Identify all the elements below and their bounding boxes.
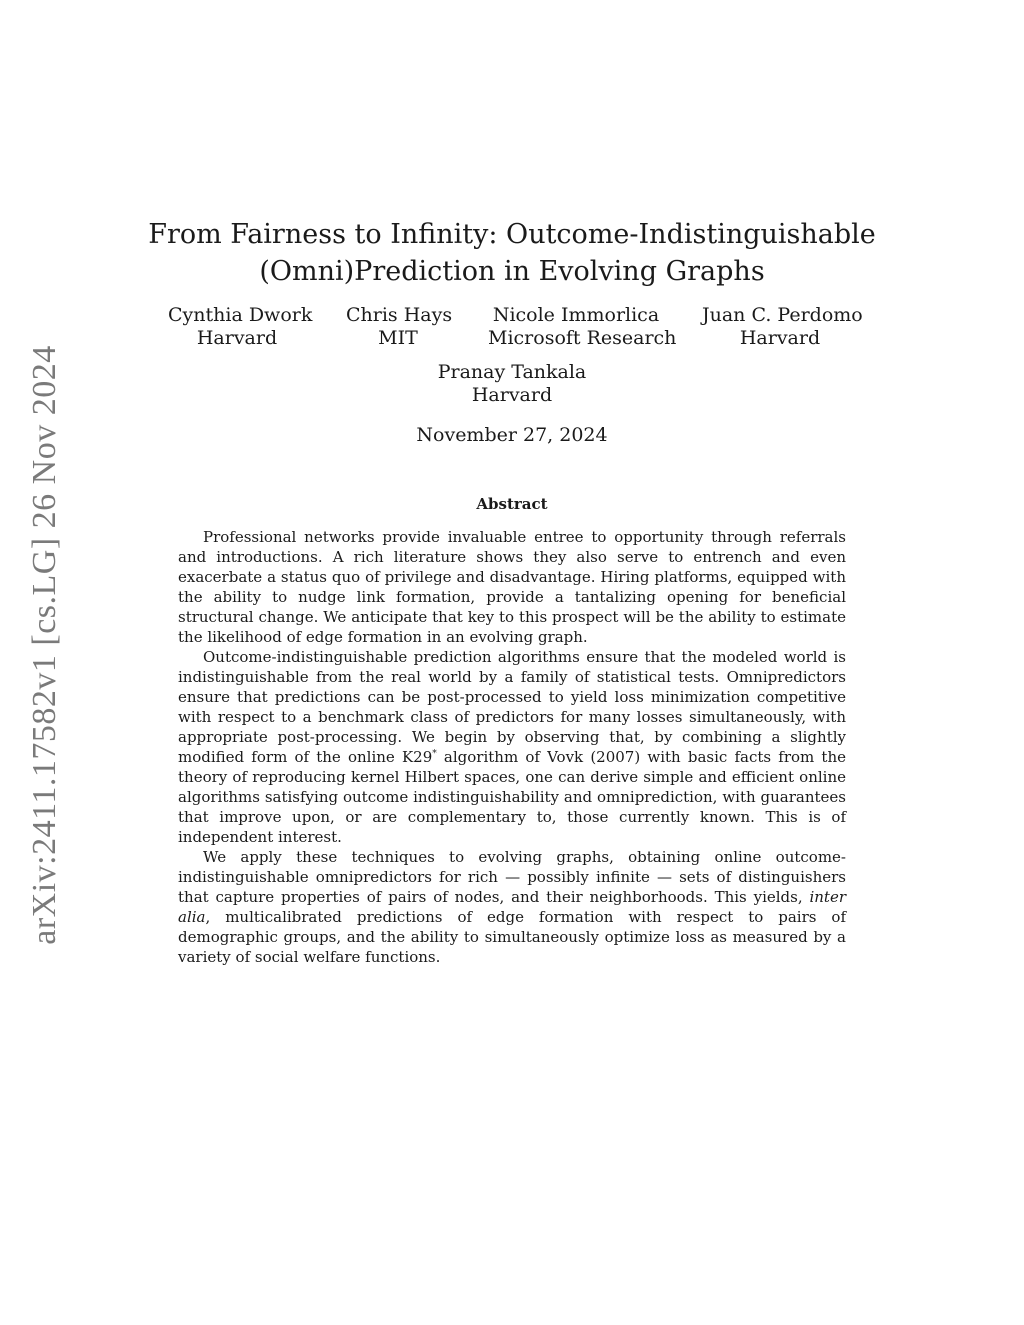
author-block	[346, 304, 453, 350]
author-name: Juan C. Perdomo	[702, 304, 863, 326]
author-affiliation: MIT	[378, 327, 418, 349]
author-affiliation: Harvard	[196, 327, 278, 349]
author-block	[702, 304, 863, 350]
abstract-text: Outcome-indistinguishable prediction algorithms ensure that the modeled world is indistinguishable from the real world by a family of statistical tests. Omnipredictors ensure that predictions can be post-processed to yield loss minimization competitive with respect to a benchmark class of predictors for many losses simultaneously, with appropriate post-processing. We begin by observing that, by combining a slightly modified form of the online K29	[178, 648, 846, 766]
author-affiliation: Harvard	[739, 327, 821, 349]
author-name: Chris Hays	[346, 304, 453, 326]
arxiv-identifier: arXiv:2411.17582v1 [cs.LG] 26 Nov 2024	[26, 345, 63, 945]
abstract-body	[178, 527, 846, 967]
abstract-text: , multicalibrated predictions of edge formation with respect to pairs of demographic groups, and the ability to simultaneously optimize loss as measured by a variety of social welfare functions.	[178, 908, 846, 966]
author-affiliation: Microsoft Research	[488, 327, 677, 349]
abstract-paragraph: Professional networks provide invaluable entree to opportunity through referrals and introductions. A rich literature shows they also serve to entrench and even exacerbate a status quo of privilege and disadvantage. Hiring platforms, equipped with the ability to nudge link formation, provide a tantalizing opening for beneficial structural change. We anticipate that key to this prospect will be the ability to estimate the likelihood of edge formation in an evolving graph.	[178, 528, 846, 646]
abstract-text: algorithm of Vovk (2007) with basic facts from the theory of reproducing kernel Hilbert spaces, one can derive simple and efficient online algorithms satisfying outcome indistinguishability and omniprediction, with guarantees that improve upon, or are complementary to, those currently known. This is of independent interest.	[178, 748, 846, 846]
paper-title-line-2: (Omni)Prediction in Evolving Graphs	[259, 256, 765, 288]
superscript-marker: *	[432, 749, 437, 759]
author-block	[432, 361, 592, 407]
author-block	[488, 304, 677, 350]
author-name: Cynthia Dwork	[168, 304, 313, 326]
author-name: Pranay Tankala	[437, 361, 587, 383]
abstract-paragraph	[178, 647, 846, 847]
paper-title-line-1: From Fairness to Infinity: Outcome-Indistinguishable	[148, 219, 876, 251]
abstract-paragraph	[178, 847, 846, 967]
publication-date: November 27, 2024	[416, 424, 608, 446]
author-block	[168, 304, 313, 350]
emphasis-text: inter alia	[178, 888, 846, 926]
abstract-heading: Abstract	[476, 495, 548, 513]
abstract-text: We apply these techniques to evolving graphs, obtaining online outcome-indistinguishable omnipredictors for rich — possibly infinite — sets of distinguishers that capture properties of pairs of nodes, and their neighborhoods. This yields,	[178, 848, 846, 906]
author-affiliation: Harvard	[471, 384, 553, 406]
author-name: Nicole Immorlica	[492, 304, 660, 326]
paper-title	[0, 216, 1024, 290]
